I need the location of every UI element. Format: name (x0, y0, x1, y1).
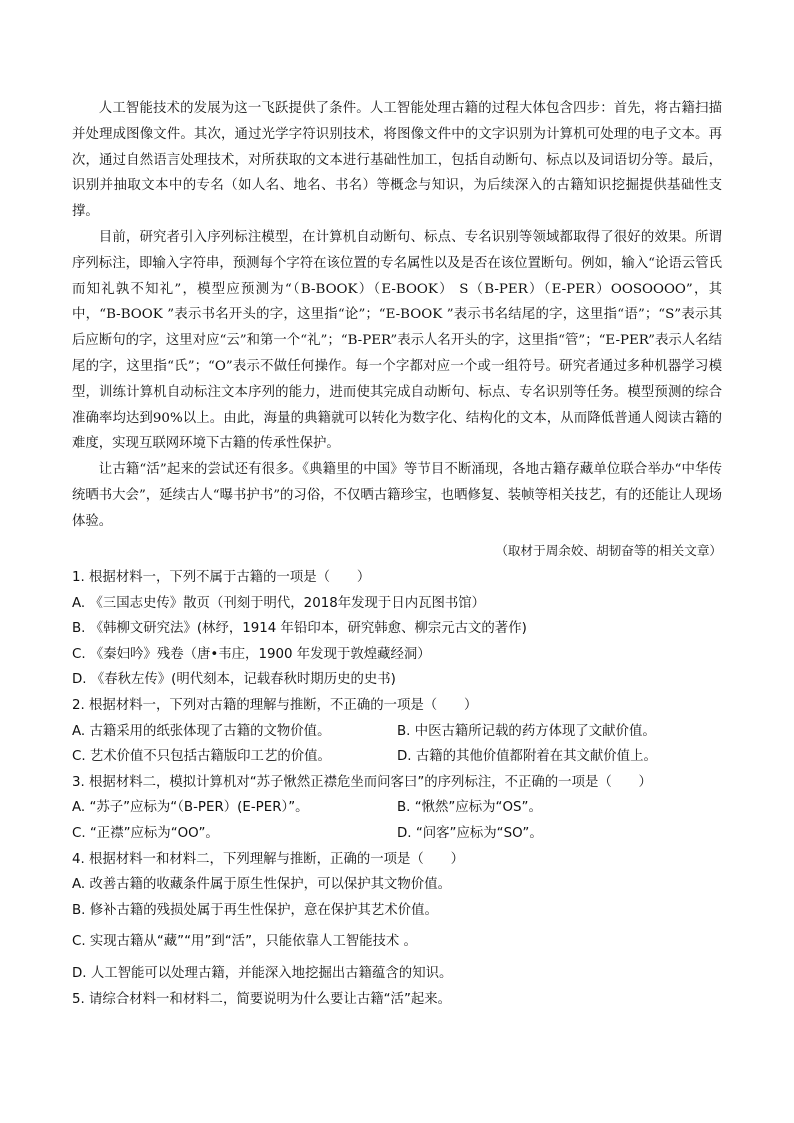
option-d: D. 人工智能可以处理古籍，并能深入地挖掘出古籍蕴含的知识。 (72, 965, 453, 981)
passage-paragraph: 让古籍“活”起来的尝试还有很多。《典籍里的中国》等节目不断涌现，各地古籍存藏单位联合举办“中华传统晒书大会”，延续古人“曝书护书”的习俗，不仅晒古籍珍宝，也晒修复、装帧等相关技艺，有的还能让人现场体验。 (72, 462, 722, 529)
question-list (72, 565, 722, 1012)
option-row (72, 719, 722, 745)
option-b: B. 修补古籍的残损处属于再生性保护，意在保护其艺术价值。 (72, 902, 438, 918)
question-stem: 4. 根据材料一和材料二，下列理解与推断，正确的一项是（ ） (72, 851, 464, 867)
option-c: C. 实现古籍从“藏”“用”到“活”，只能依靠人工智能技术 。 (72, 934, 417, 950)
passage-paragraph: 人工智能技术的发展为这一飞跃提供了条件。人工智能处理古籍的过程大体包含四步：首先，将古籍扫描并处理成图像文件。其次，通过光学字符识别技术，将图像文件中的文字识别为计算机可处理的电子文本。再次，通过自然语言处理技术，对所获取的文本进行基础性加工，包括自动断句、标点以及词语切分等。最后，识别并抽取文本中的专名（如人名、地名、书名）等概念与知识，为后续深入的古籍知识挖掘提供基础性支撑。 (72, 101, 722, 220)
option-a: A. “苏子”应标为“（B-PER）(E-PER）”。 (72, 800, 309, 816)
option-a: A. 《三国志史传》散页（刊刻于明代，2018年发现于日内瓦图书馆） (72, 595, 486, 611)
question-5 (72, 987, 722, 1013)
source-note: （取材于周余姣、胡韧奋等的相关文章） (495, 543, 722, 558)
option-a: A. 古籍采用的纸张体现了古籍的文物价值。 (72, 723, 331, 739)
question-4 (72, 847, 722, 987)
option-c: C. 艺术价值不只包括古籍版印工艺的价值。 (72, 749, 331, 765)
option-d: D. 《春秋左传》(明代刻本，记载春秋时期历史的史书) (72, 672, 396, 688)
option-c: C. 《秦妇吟》残卷（唐•韦庄，1900 年发现于敦煌藏经洞） (72, 646, 431, 662)
option-d: D. “问客”应标为“SO”。 (397, 825, 543, 841)
question-stem: 5. 请综合材料一和材料二，简要说明为什么要让古籍“活”起来。 (72, 991, 452, 1007)
option-b: B. “愀然”应标为“OS”。 (397, 800, 542, 816)
question-3 (72, 770, 722, 847)
reading-passage (72, 96, 722, 535)
question-1 (72, 565, 722, 693)
option-row (72, 795, 722, 821)
option-b: B. 《韩柳文研究法》(林纾，1914 年铅印本，研究韩愈、柳宗元古文的著作) (72, 621, 527, 637)
option-row (72, 744, 722, 770)
question-stem: 1. 根据材料一，下列不属于古籍的一项是（ ） (72, 570, 371, 585)
passage-paragraph: 目前，研究者引入序列标注模型，在计算机自动断句、标点、专名识别等领域都取得了很好的效果。所谓序列标注，即输入字符串，预测每个字符在该位置的专名属性以及是否在该位置断句。例如，输入“论语云管氏而知礼孰不知礼”，模型应预测为“（B-BOOK）（E-BOOK） S（B-PER）（E-PER）OOSOOOO”，其中，“B-BOOK ”表示书名开头的字，这里指“论”；“E-BOOK ”表示书名结尾的字，这里指“语”；“S”表示其后应断句的字，这里对应“云”和第一个“礼”；“B-PER”表示人名开头的字，这里指“管”；“E-PER”表示人名结尾的字，这里指“氏”；“O”表示不做任何操作。每一个字都对应一个或一组符号。研究者通过多种机器学习模型，训练计算机自动标注文本序列的能力，进而使其完成自动断句、标点、专名识别等任务。模型预测的综合准确率均达到90%以上。由此，海量的典籍就可以转化为数字化、结构化的文本，从而降低普通人阅读古籍的难度，实现互联网环境下古籍的传承性保护。 (72, 229, 722, 452)
question-2 (72, 693, 722, 770)
option-a: A. 改善古籍的收藏条件属于原生性保护，可以保护其文物价值。 (72, 877, 451, 893)
question-stem: 3. 根据材料二，模拟计算机对“苏子愀然正襟危坐而问客曰”的序列标注，不正确的一项是（ ） (72, 774, 652, 790)
option-b: B. 中医古籍所记载的药方体现了文献价值。 (397, 723, 656, 739)
option-c: C. “正襟”应标为“OO”。 (72, 825, 219, 841)
option-row (72, 821, 722, 847)
question-stem: 2. 根据材料一，下列对古籍的理解与推断，不正确的一项是（ ） (72, 697, 478, 713)
option-d: D. 古籍的其他价值都附着在其文献价值上。 (397, 749, 657, 765)
